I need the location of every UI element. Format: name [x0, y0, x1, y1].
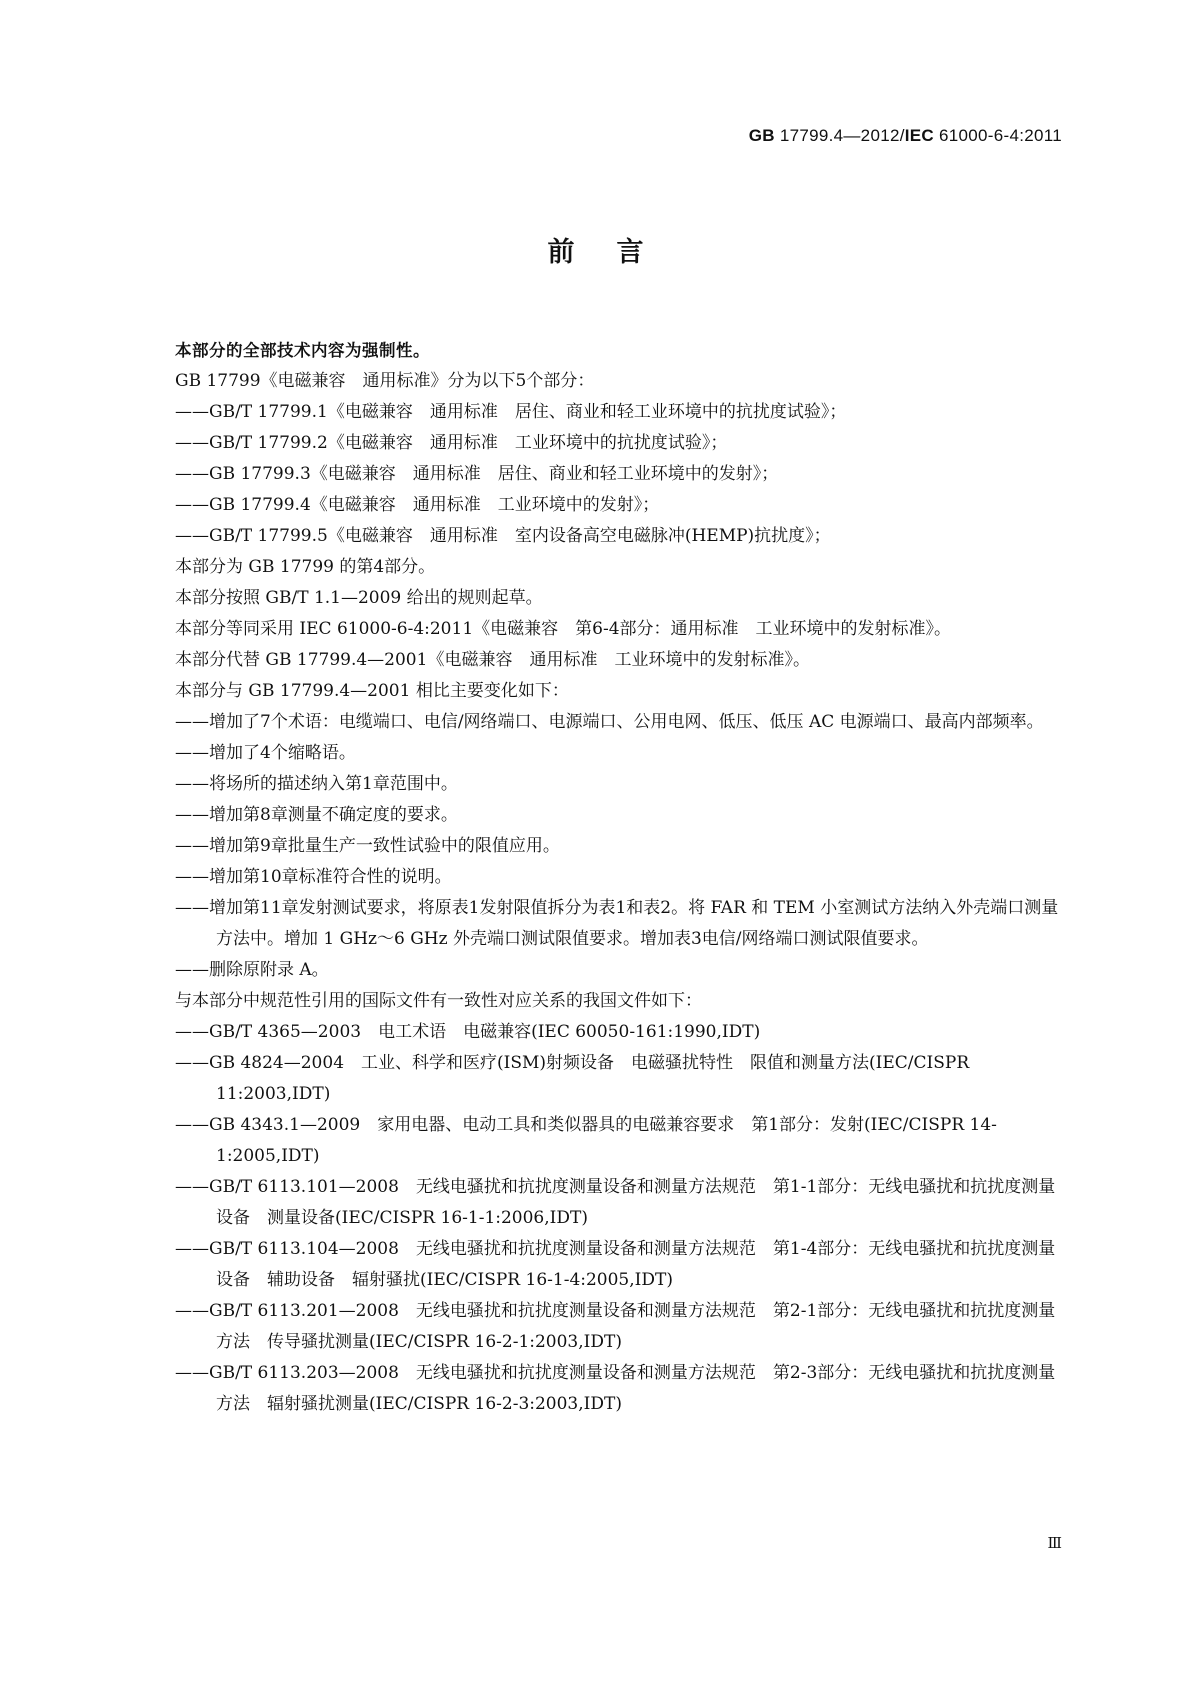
dash-list-item: ——增加第9章批量生产一致性试验中的限值应用。: [175, 836, 560, 856]
foreword-body: [129, 335, 1062, 1420]
std-rest: 17799.4—2012/: [774, 126, 905, 145]
dash-list-item: ——GB/T 17799.1《电磁兼容 通用标准 居住、商业和轻工业环境中的抗扰度试验》；: [175, 402, 847, 422]
dash-list-item: ——增加了4个缩略语。: [175, 743, 356, 763]
dash-list-item: ——GB 4343.1—2009 家用电器、电动工具和类似器具的电磁兼容要求 第1部分：发射(IEC/CISPR 14-1:2005,IDT): [175, 1115, 997, 1166]
dash-list-item: ——将场所的描述纳入第1章范围中。: [175, 774, 458, 794]
dash-list-item: ——GB/T 17799.2《电磁兼容 通用标准 工业环境中的抗扰度试验》；: [175, 433, 728, 453]
page-number: Ⅲ: [1047, 1534, 1062, 1552]
dash-list-item: ——删除原附录 A。: [175, 960, 329, 980]
paragraph: 本部分为 GB 17799 的第4部分。: [175, 557, 436, 577]
paragraph: 本部分按照 GB/T 1.1—2009 给出的规则起草。: [175, 588, 543, 608]
dash-list-item: ——增加第11章发射测试要求，将原表1发射限值拆分为表1和表2。将 FAR 和 TEM 小室测试方法纳入外壳端口测量方法中。增加 1 GHz～6 GHz 外壳端口测试限值要求。增加表3电信/网络端口测试限值要求。: [175, 898, 1059, 949]
dash-list-item: ——GB/T 6113.104—2008 无线电骚扰和抗扰度测量设备和测量方法规范 第1-4部分：无线电骚扰和抗扰度测量设备 辅助设备 辐射骚扰(IEC/CISPR 16-1-4:2005,IDT): [175, 1239, 1056, 1290]
dash-list-item: ——增加了7个术语：电缆端口、电信/网络端口、电源端口、公用电网、低压、低压 AC 电源端口、最高内部频率。: [175, 712, 1044, 732]
dash-list-item: ——GB/T 6113.203—2008 无线电骚扰和抗扰度测量设备和测量方法规范 第2-3部分：无线电骚扰和抗扰度测量方法 辐射骚扰测量(IEC/CISPR 16-2-3:2003,IDT): [175, 1363, 1056, 1414]
dash-list-item: ——GB/T 4365—2003 电工术语 电磁兼容(IEC 60050-161:1990,IDT): [175, 1022, 761, 1042]
iec-rest: 61000-6-4:2011: [933, 126, 1062, 145]
paragraph: 本部分等同采用 IEC 61000-6-4:2011《电磁兼容 第6-4部分：通用标准 工业环境中的发射标准》。: [175, 619, 952, 639]
paragraph: 本部分的全部技术内容为强制性。: [175, 341, 430, 360]
dash-list-item: ——GB/T 6113.201—2008 无线电骚扰和抗扰度测量设备和测量方法规范 第2-1部分：无线电骚扰和抗扰度测量方法 传导骚扰测量(IEC/CISPR 16-2-1:2003,IDT): [175, 1301, 1056, 1352]
dash-list-item: ——GB/T 6113.101—2008 无线电骚扰和抗扰度测量设备和测量方法规范 第1-1部分：无线电骚扰和抗扰度测量设备 测量设备(IEC/CISPR 16-1-1:2006,IDT): [175, 1177, 1056, 1228]
dash-list-item: ——GB 17799.3《电磁兼容 通用标准 居住、商业和轻工业环境中的发射》；: [175, 464, 779, 484]
std-prefix: GB: [748, 126, 775, 145]
paragraph: 与本部分中规范性引用的国际文件有一致性对应关系的我国文件如下：: [175, 991, 702, 1011]
page-title: 前言: [547, 237, 686, 268]
dash-list-item: ——GB 17799.4《电磁兼容 通用标准 工业环境中的发射》；: [175, 495, 660, 515]
paragraph: 本部分与 GB 17799.4—2001 相比主要变化如下：: [175, 681, 569, 701]
paragraph: GB 17799《电磁兼容 通用标准》分为以下5个部分：: [175, 371, 595, 391]
dash-list-item: ——增加第10章标准符合性的说明。: [175, 867, 452, 887]
dash-list-item: ——GB 4824—2004 工业、科学和医疗(ISM)射频设备 电磁骚扰特性 限值和测量方法(IEC/CISPR 11:2003,IDT): [175, 1053, 970, 1104]
standard-number-header: [749, 126, 1062, 146]
paragraph: 本部分代替 GB 17799.4—2001《电磁兼容 通用标准 工业环境中的发射标准》。: [175, 650, 810, 670]
dash-list-item: ——增加第8章测量不确定度的要求。: [175, 805, 458, 825]
dash-list-item: ——GB/T 17799.5《电磁兼容 通用标准 室内设备高空电磁脉冲(HEMP)抗扰度》；: [175, 526, 831, 546]
iec-prefix: IEC: [904, 126, 934, 145]
